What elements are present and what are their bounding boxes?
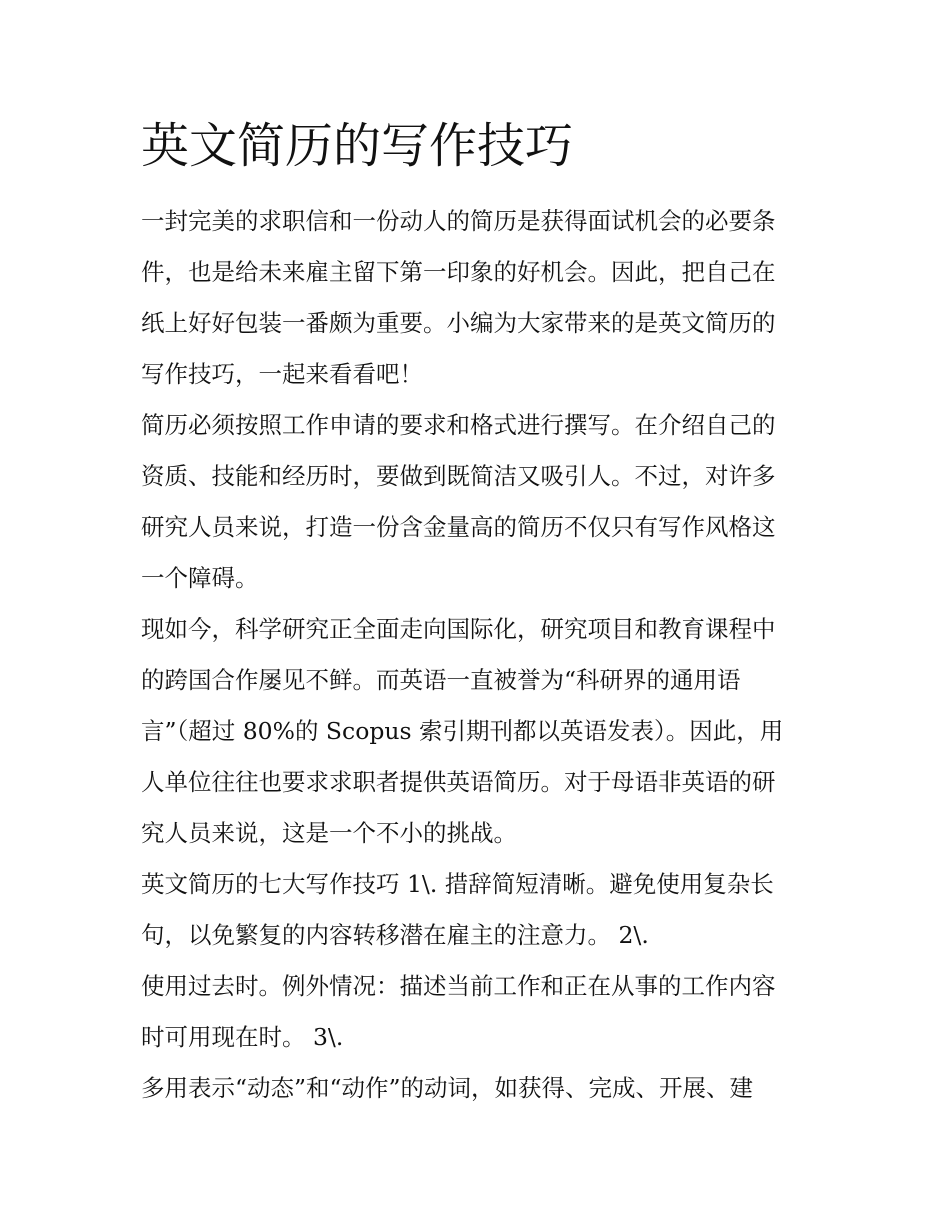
body-text-line: 的跨国合作屡见不鲜。而英语一直被誉为“科研界的通用语 [141, 666, 741, 694]
body-text-line: 一个障碍。 [141, 564, 259, 592]
body-text-line: 简历必须按照工作申请的要求和格式进行撰写。在介绍自己的 [141, 411, 776, 439]
body-text-line: 言”（超过 80%的 Scopus 索引期刊都以英语发表）。因此，用 [141, 717, 784, 745]
body-text-line: 英文简历的七大写作技巧 1\. 措辞简短清晰。避免使用复杂长 [141, 870, 774, 898]
body-text-line: 人单位往往也要求求职者提供英语简历。对于母语非英语的研 [141, 768, 776, 796]
body-text-line: 现如今，科学研究正全面走向国际化，研究项目和教育课程中 [141, 615, 776, 643]
body-text-line: 时可用现在时。 3\. [141, 1023, 344, 1051]
body-text-line: 纸上好好包装一番颇为重要。小编为大家带来的是英文简历的 [141, 309, 776, 337]
body-text-line: 写作技巧，一起来看看吧！ [141, 360, 423, 388]
body-text-line: 资质、技能和经历时，要做到既简洁又吸引人。不过，对许多 [141, 462, 776, 490]
body-text-line: 一封完美的求职信和一份动人的简历是获得面试机会的必要条 [141, 207, 776, 235]
body-text-line: 多用表示“动态”和“动作”的动词，如获得、完成、开展、建 [141, 1074, 754, 1102]
body-text-line: 研究人员来说，打造一份含金量高的简历不仅只有写作风格这 [141, 513, 776, 541]
body-text-line: 究人员来说，这是一个不小的挑战。 [141, 819, 517, 847]
body-text-line: 使用过去时。例外情况：描述当前工作和正在从事的工作内容 [141, 972, 776, 1000]
body-text-line: 件，也是给未来雇主留下第一印象的好机会。因此，把自己在 [141, 258, 776, 286]
document-title: 英文简历的写作技巧 [141, 118, 574, 174]
body-text-line: 句，以免繁复的内容转移潜在雇主的注意力。 2\. [141, 921, 649, 949]
